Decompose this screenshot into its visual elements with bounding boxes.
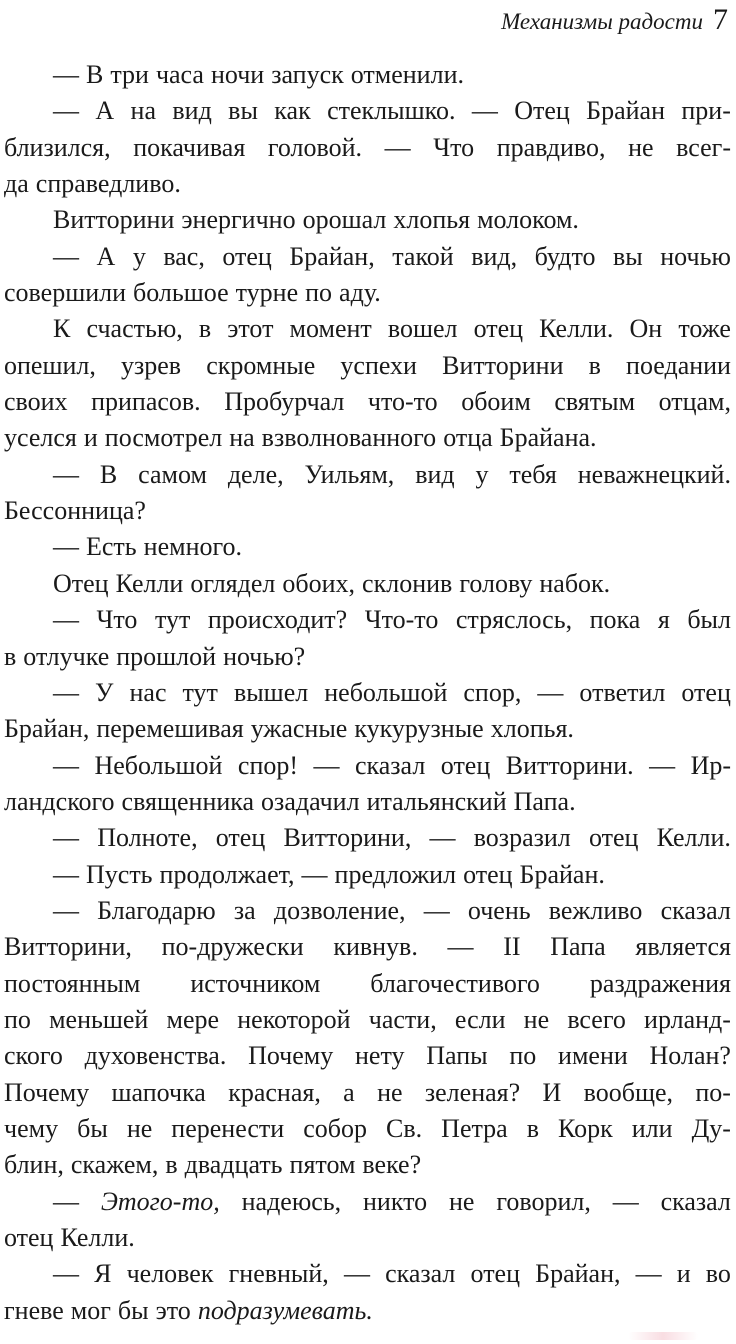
word: немного. [143, 532, 242, 562]
word: самом [138, 459, 207, 489]
word: итальянский [366, 786, 507, 816]
word: отменили. [350, 60, 464, 89]
word: я [657, 605, 670, 635]
text-line [4, 57, 731, 93]
word: обоих, [282, 568, 356, 598]
word: — [53, 823, 79, 853]
word: счастью, [86, 314, 183, 344]
word: нету [355, 1041, 405, 1071]
word: говорил, [496, 1186, 591, 1216]
text-line [4, 602, 731, 638]
word: В [86, 60, 104, 89]
word: Бессонница? [4, 496, 146, 526]
word: Брайан, [289, 241, 375, 271]
word: Почему [4, 1077, 90, 1107]
word: Витторини [53, 205, 175, 235]
word: возразил [473, 823, 571, 853]
word: ответил [579, 677, 666, 707]
word: да [4, 169, 29, 199]
word: правдиво, [496, 132, 606, 162]
word: Пусть [86, 859, 153, 889]
corner-mark-decoration [628, 1332, 698, 1340]
word: не [628, 132, 654, 162]
word: посмотрел [104, 423, 223, 453]
word: отец [588, 823, 639, 853]
word: отец [440, 750, 491, 780]
word: тоже [678, 314, 731, 344]
text-line [4, 566, 731, 602]
word: хлопья [393, 205, 471, 235]
word: предложил [334, 859, 457, 889]
word: Брайан, [535, 1259, 621, 1289]
text-line [4, 1111, 731, 1147]
word: отец [470, 1259, 521, 1289]
text-line [4, 1220, 731, 1256]
text-line [4, 93, 731, 129]
word: прошлой [116, 641, 217, 671]
word: деле, [227, 459, 284, 489]
text-line [4, 384, 731, 420]
word: Пробурчал [224, 387, 345, 417]
word: скажем, [70, 1150, 159, 1180]
word: — [53, 677, 79, 707]
word: отец [463, 859, 513, 889]
word: вошел [387, 314, 458, 344]
word: энергично [181, 205, 296, 235]
word: по [305, 278, 333, 308]
word: тут [182, 677, 218, 707]
word: сказал [354, 750, 426, 780]
word: является [635, 932, 731, 962]
word: подразумевать. [197, 1295, 373, 1325]
word: Что [433, 132, 475, 162]
word: — [313, 750, 340, 780]
word: на [130, 96, 156, 126]
word: справедливо. [35, 169, 181, 199]
word: Корк [558, 1113, 613, 1143]
word: сказал [660, 1186, 731, 1216]
word: по [4, 1004, 31, 1034]
word: отцам, [658, 387, 731, 417]
word: стеклышко. [327, 96, 456, 126]
word: красная, [228, 1077, 321, 1107]
word: и [676, 1259, 691, 1289]
word: кукурузные [354, 714, 484, 744]
word: у [132, 241, 146, 271]
word: чему [4, 1113, 59, 1143]
word: спор! [237, 750, 299, 780]
word: — [53, 605, 79, 635]
word: Петра [441, 1113, 508, 1143]
word: происходит? [207, 605, 348, 635]
word: Благодарю [97, 895, 216, 925]
word: при- [681, 96, 731, 126]
word: Папа [550, 932, 606, 962]
text-line [4, 1075, 731, 1111]
word: имени [558, 1041, 628, 1071]
word: человек [126, 1259, 214, 1289]
word: Витторини [442, 350, 564, 380]
text-line [4, 130, 731, 166]
word: — [384, 132, 411, 162]
word: Брайан [586, 96, 666, 126]
word: — [53, 532, 79, 562]
word: — [429, 823, 456, 853]
word: продолжает, [159, 859, 295, 889]
text-line [4, 820, 731, 856]
text-line [4, 893, 731, 929]
word: сказал [660, 895, 731, 925]
text-line [4, 420, 731, 456]
word: пока [589, 605, 641, 635]
word: Брайана. [499, 423, 597, 453]
word: — [343, 1259, 370, 1289]
word: склонив [362, 568, 453, 598]
word: Келли [115, 568, 184, 598]
word: зеленая? [424, 1077, 521, 1107]
word: части, [368, 1004, 437, 1034]
word: по [509, 1041, 537, 1071]
word: — [649, 750, 676, 780]
text-line [4, 675, 731, 711]
word: отлучке [23, 641, 110, 671]
word: опешил, [4, 350, 96, 380]
word: — [471, 96, 498, 126]
word: источником [190, 968, 321, 998]
word: Небольшой [94, 750, 223, 780]
word: обоим [461, 387, 531, 417]
word: или [631, 1113, 673, 1143]
word: скромные [206, 350, 316, 380]
word: большое [133, 278, 229, 308]
word: что-то [367, 387, 438, 417]
text-line [4, 348, 731, 384]
word: вообще, [583, 1077, 674, 1107]
word: Почему [248, 1041, 334, 1071]
word: ландского [4, 786, 115, 816]
text-line [4, 457, 731, 493]
word: в [4, 641, 17, 671]
word: мере [166, 1004, 220, 1034]
word: у [475, 459, 489, 489]
word: шапочка [111, 1077, 206, 1107]
word: небольшой [324, 677, 448, 707]
word: вежливо [548, 895, 643, 925]
word: головой. [267, 132, 363, 162]
word: уселся [4, 423, 77, 453]
word: турне [235, 278, 299, 308]
word: бы [77, 1113, 108, 1143]
word: орошал [302, 205, 387, 235]
word: по- [695, 1077, 731, 1107]
word: в [165, 1150, 178, 1180]
word: блин, [4, 1150, 64, 1180]
word: Ир- [690, 750, 731, 780]
word: очень [467, 895, 531, 925]
word: — [53, 1259, 79, 1289]
word: неважнецкий. [577, 459, 731, 489]
word: Келли. [656, 823, 731, 853]
word: отец [681, 677, 731, 707]
word: духовенства. [84, 1041, 227, 1071]
word: в [526, 1113, 540, 1143]
text-line [4, 966, 731, 1002]
word: — [53, 895, 79, 925]
text-line [4, 784, 731, 820]
word: не [523, 1004, 550, 1034]
word: — [53, 859, 79, 889]
text-line [4, 1293, 731, 1329]
word: Есть [86, 532, 137, 562]
word: Он [629, 314, 663, 344]
running-header [501, 0, 728, 40]
word: ночью? [223, 641, 306, 671]
text-line [4, 493, 731, 529]
word: часа [155, 60, 204, 89]
word: отец [222, 241, 272, 271]
word: гневный, [228, 1259, 329, 1289]
word: К [53, 314, 71, 344]
text-line [4, 239, 731, 275]
word: Что-то [364, 605, 439, 635]
word: — [635, 1259, 662, 1289]
word: И [542, 1077, 562, 1107]
word: ского [4, 1041, 63, 1071]
text-line [4, 202, 731, 238]
word: запуск [271, 60, 344, 89]
word: II [503, 932, 521, 962]
word: веке? [362, 1150, 422, 1180]
text-line [4, 639, 731, 675]
word: набок. [539, 568, 611, 598]
word: успехи [340, 350, 417, 380]
word: ночи [210, 60, 265, 89]
word: Келли. [539, 314, 614, 344]
text-line [4, 1002, 731, 1038]
word: поедании [626, 350, 731, 380]
word: по-дружески [161, 932, 304, 962]
text-line [4, 1038, 731, 1074]
word: двадцать [184, 1150, 283, 1180]
word: отец [215, 823, 266, 853]
word: своих [4, 387, 68, 417]
word: как [274, 96, 311, 126]
word: нас [129, 677, 167, 707]
word: ночью [660, 241, 731, 271]
word: будто [534, 241, 596, 271]
word: всего [567, 1004, 626, 1034]
word: хлопья. [490, 714, 574, 744]
word: вас, [163, 241, 205, 271]
word: Келли. [60, 1223, 135, 1252]
word: тут [154, 605, 191, 635]
word: мог [70, 1295, 111, 1325]
word: Витторини. [505, 750, 634, 780]
word: озадачил [261, 786, 360, 816]
word: Брайан, [4, 714, 90, 744]
word: Что [96, 605, 138, 635]
word: близился, [4, 132, 111, 162]
word: — [537, 677, 564, 707]
word: покачивая [133, 132, 246, 162]
word: вы [228, 96, 258, 126]
word: — [423, 895, 450, 925]
running-title: Механизмы радости [501, 9, 703, 34]
word: вид [415, 459, 455, 489]
word: не [449, 1186, 475, 1216]
word: перенести [171, 1113, 285, 1143]
word: Ду- [691, 1113, 731, 1143]
word: аду. [339, 278, 381, 308]
word: в [588, 350, 601, 380]
word: собор [303, 1113, 368, 1143]
word: Папа. [513, 786, 576, 816]
word: Витторини, [4, 932, 132, 962]
word: отец [4, 1223, 54, 1252]
word: — [53, 60, 79, 89]
word: — [612, 1186, 639, 1216]
word: этот [227, 314, 274, 344]
word: такой [392, 241, 454, 271]
word: Св. [386, 1113, 423, 1143]
word: пятом [289, 1150, 356, 1180]
word: совершили [4, 278, 127, 308]
word: ирланд- [644, 1004, 731, 1034]
word: Витторини, [283, 823, 412, 853]
word: — [53, 1186, 79, 1216]
word: тебя [509, 459, 557, 489]
word: — [53, 459, 79, 489]
word: святым [554, 387, 636, 417]
word: бы [117, 1295, 149, 1325]
word: молоком. [477, 205, 579, 235]
word: всег- [676, 132, 731, 162]
page-number: 7 [713, 3, 728, 36]
word: перемешивая [96, 714, 244, 744]
word: Этого-то, [100, 1186, 220, 1216]
text-line [4, 1256, 731, 1292]
text-line [4, 1147, 731, 1183]
word: это [155, 1295, 191, 1325]
word: Папы [426, 1041, 488, 1071]
word: Я [94, 1259, 112, 1289]
text-line [4, 857, 731, 893]
text-line [4, 1184, 731, 1220]
word: узрев [121, 350, 182, 380]
word: а [343, 1077, 355, 1107]
word: надеюсь, [241, 1186, 342, 1216]
word: — [53, 241, 79, 271]
word: В [99, 459, 118, 489]
word: стряслось, [455, 605, 573, 635]
word: не [126, 1113, 153, 1143]
word: если [454, 1004, 506, 1034]
word: некоторой [237, 1004, 351, 1034]
word: не [377, 1077, 403, 1107]
word: и [83, 423, 98, 453]
word: в [198, 314, 212, 344]
word: кивнув. [333, 932, 418, 962]
text-line [4, 748, 731, 784]
word: А [96, 241, 116, 271]
word: вы [613, 241, 643, 271]
word: — [53, 96, 79, 126]
word: Полноте, [97, 823, 198, 853]
word: голову [459, 568, 533, 598]
text-line [4, 311, 731, 347]
word: — [53, 750, 79, 780]
word: никто [363, 1186, 428, 1216]
text-line [4, 529, 731, 565]
word: Брайан. [519, 859, 605, 889]
word: Отец [514, 96, 570, 126]
body-text [4, 57, 731, 1329]
word: — [447, 932, 474, 962]
word: вид, [471, 241, 518, 271]
text-line [4, 166, 731, 202]
word: благочестивого [370, 968, 540, 998]
word: отца [443, 423, 493, 453]
word: постоянным [4, 968, 141, 998]
word: оглядел [190, 568, 276, 598]
text-line [4, 711, 731, 747]
word: вышел [233, 677, 309, 707]
word: три [110, 60, 149, 89]
word: припасов. [91, 387, 201, 417]
word: был [687, 605, 731, 635]
word: Уильям, [304, 459, 395, 489]
word: вид [172, 96, 212, 126]
word: У [95, 677, 114, 707]
word: раздражения [589, 968, 731, 998]
word: спор, [463, 677, 522, 707]
word: меньшей [49, 1004, 149, 1034]
word: дозволение, [273, 895, 406, 925]
word: за [233, 895, 256, 925]
word: — [301, 859, 328, 889]
word: сказал [385, 1259, 456, 1289]
word: на [229, 423, 255, 453]
word: момент [289, 314, 372, 344]
text-line [4, 929, 731, 965]
word: Нолан? [649, 1041, 731, 1071]
word: священника [121, 786, 255, 816]
word: гневе [4, 1295, 64, 1325]
word: во [705, 1259, 731, 1289]
word: Отец [53, 568, 109, 598]
word: взволнованного [261, 423, 437, 453]
word: отец [473, 314, 524, 344]
text-line [4, 275, 731, 311]
word: А [95, 96, 115, 126]
word: ужасные [250, 714, 348, 744]
